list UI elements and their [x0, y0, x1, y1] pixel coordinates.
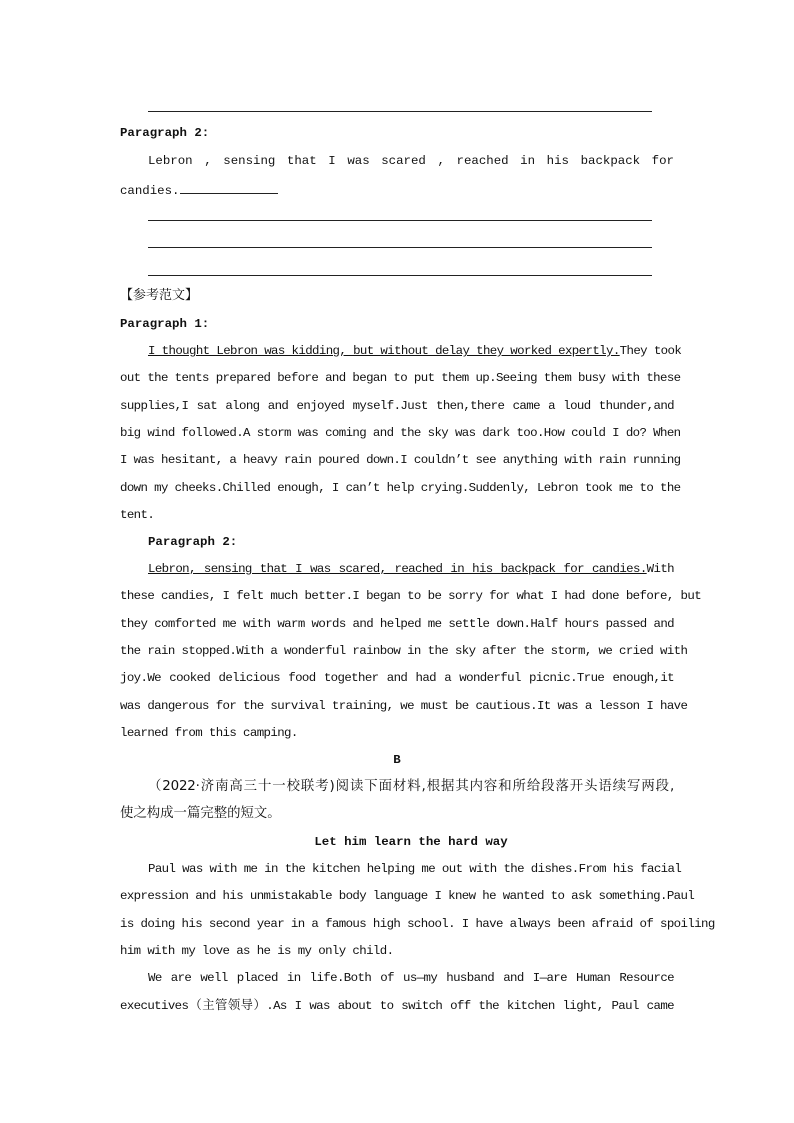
reference-paragraph1-heading: Paragraph 1:	[120, 317, 210, 331]
answer-blank	[180, 180, 278, 194]
paragraph2-prompt-text: candies.	[120, 184, 180, 198]
story-line: Paul was with me in the kitchen helping me out with the dishes.From his facial	[148, 862, 682, 876]
sentence-text: tent.	[120, 507, 155, 522]
sentence-text: I was hesitant, a heavy rain poured down.I couldn’t see anything with rain running	[120, 453, 681, 468]
sentence-text: They took	[619, 344, 682, 358]
sentence-text: they comforted me with warm words and helped me settle down.Half hours passed and	[120, 616, 674, 631]
text-line	[120, 425, 681, 441]
paragraph2-prompt-line2	[120, 180, 674, 199]
text-line	[120, 507, 674, 523]
text-line	[120, 480, 681, 496]
sentence-text: learned from this camping.	[120, 725, 298, 740]
section-instruction-line1: （2022·济南高三十一校联考)阅读下面材料,根据其内容和所给段落开头语续写两段,	[148, 779, 674, 794]
underlined-sentence: I thought Lebron was kidding, but without delay they worked expertly.	[148, 344, 620, 358]
story-line: executives（主管领导）.As I was about to switch off the kitchen light, Paul came	[120, 998, 674, 1013]
text-line	[148, 343, 682, 359]
text-line	[120, 725, 674, 741]
sentence-text: big wind followed.A storm was coming and the sky was dark too.How could I do? When	[120, 425, 681, 440]
paragraph2-prompt-line1: Lebron , sensing that I was scared , reached in his backpack for	[148, 154, 674, 168]
text-line	[120, 616, 674, 632]
text-line	[120, 398, 674, 414]
text-line	[120, 643, 688, 659]
story-line: him with my love as he is my only child.	[120, 943, 394, 958]
reference-paragraph2-heading: Paragraph 2:	[148, 535, 238, 549]
sentence-text: With	[646, 562, 674, 576]
sentence-text: these candies, I felt much better.I began to be sorry for what I had done before, but	[120, 589, 702, 604]
text-line	[120, 698, 688, 714]
text-line	[120, 452, 681, 468]
text-line	[120, 670, 674, 686]
text-line	[120, 370, 681, 386]
sentence-text: joy.We cooked delicious food together and had a wonderful picnic.True enough,it	[120, 671, 674, 686]
answer-line	[148, 275, 652, 276]
text-line	[120, 588, 702, 604]
answer-line	[148, 220, 652, 221]
section-letter: B	[393, 753, 401, 767]
sentence-text: supplies,I sat along and enjoyed myself.Just then,there came a loud thunder,and	[120, 398, 674, 413]
paragraph2-heading: Paragraph 2:	[120, 126, 210, 140]
sentence-text: out the tents prepared before and began to put them up.Seeing them busy with these	[120, 371, 681, 386]
answer-line	[148, 247, 652, 248]
story-line: expression and his unmistakable body language I knew he wanted to ask something.Paul	[120, 889, 695, 904]
section-instruction-line2: 使之构成一篇完整的短文。	[120, 806, 281, 821]
story-line: We are well placed in life.Both of us—my husband and I—are Human Resource	[148, 971, 674, 986]
answer-line	[148, 111, 652, 112]
reference-heading: 【参考范文】	[120, 288, 199, 303]
story-line: is doing his second year in a famous high school. I have always been afraid of spoiling	[120, 916, 715, 931]
sentence-text: down my cheeks.Chilled enough, I can’t help crying.Suddenly, Lebron took me to the	[120, 480, 681, 495]
story-title: Let him learn the hard way	[314, 835, 508, 849]
sentence-text: was dangerous for the survival training, we must be cautious.It was a lesson I have	[120, 698, 688, 713]
text-line	[148, 561, 674, 577]
sentence-text: the rain stopped.With a wonderful rainbow in the sky after the storm, we cried with	[120, 643, 688, 658]
underlined-sentence: Lebron, sensing that I was scared, reached in his backpack for candies.	[148, 562, 647, 576]
